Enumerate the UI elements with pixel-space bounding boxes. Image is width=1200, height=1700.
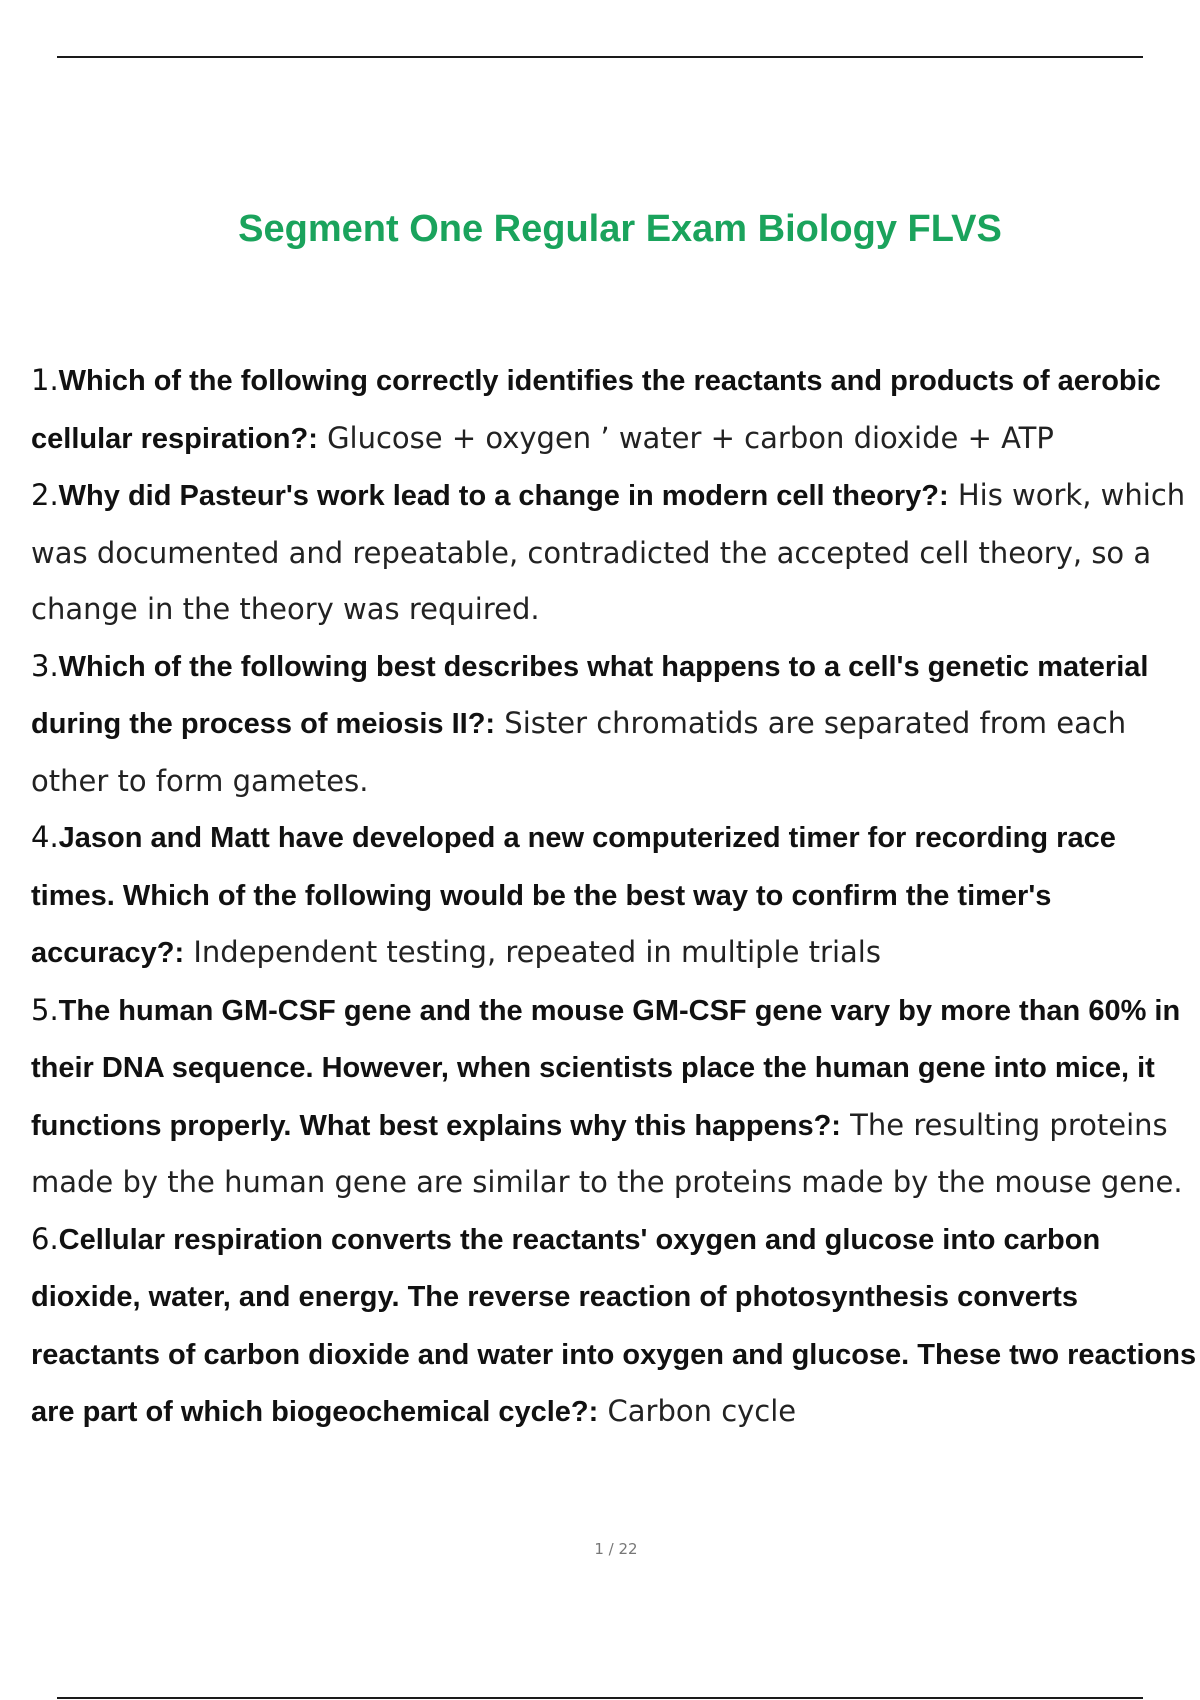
question-number: 6. [31,1221,59,1256]
answer-text: Independent testing, repeated in multiple trials [193,935,881,969]
answer-text: Glucose + oxygen ’ water + carbon dioxide + ATP [327,420,1054,455]
question-text: The human GM-CSF gene and the mouse GM-CSF gene vary by more than 60% in their DNA sequence. However, when scientists place the human gene into mice, it functions properly. What best explains why this happens?: [31,994,1181,1142]
question-item-2 [31,467,1200,638]
question-number: 2. [31,478,59,512]
question-number: 4. [31,820,59,854]
question-text: Which of the following correctly identifies the reactants and products of aerobic cellular respiration?: [31,365,1161,455]
question-text: Jason and Matt have developed a new computerized timer for recording race times. Which of the following would be the best way to confirm the timer's accuracy?: [31,822,1116,969]
answer-text: His work, which was documented and repeatable, contradicted the accepted cell theory, so a change in the theory was required. [31,478,1186,626]
question-number: 5. [31,992,59,1027]
bottom-rule [57,1697,1143,1699]
answer-text: Sister chromatids are separated from each other to form gametes. [31,706,1127,798]
question-text: Cellular respiration converts the reactants' oxygen and glucose into carbon dioxide, water, and energy. The reverse reaction of photosynthesis converts reactants of carbon dioxide and water into oxygen and glucose. These two reactions are part of which biogeochemical cycle?: [31,1223,1197,1428]
question-list [31,352,1200,1441]
question-item-6 [31,1211,1200,1441]
question-text: Why did Pasteur's work lead to a change in modern cell theory?: [58,480,949,512]
answer-text: The resulting proteins made by the human gene are similar to the proteins made by the mouse gene. [31,1107,1183,1199]
question-item-5 [31,982,1200,1211]
page-indicator: 1 / 22 [594,1540,638,1558]
document-title: Segment One Regular Exam Biology FLVS [238,208,1002,250]
question-text: Which of the following best describes what happens to a cell's genetic material during the process of meiosis II?: [31,650,1149,740]
answer-text: Carbon cycle [607,1394,797,1428]
question-item-4 [31,809,1200,982]
question-item-3 [31,638,1200,810]
top-rule [57,56,1143,58]
question-number: 3. [31,648,59,683]
question-item-1 [31,352,1200,467]
question-number: 1. [31,363,59,397]
